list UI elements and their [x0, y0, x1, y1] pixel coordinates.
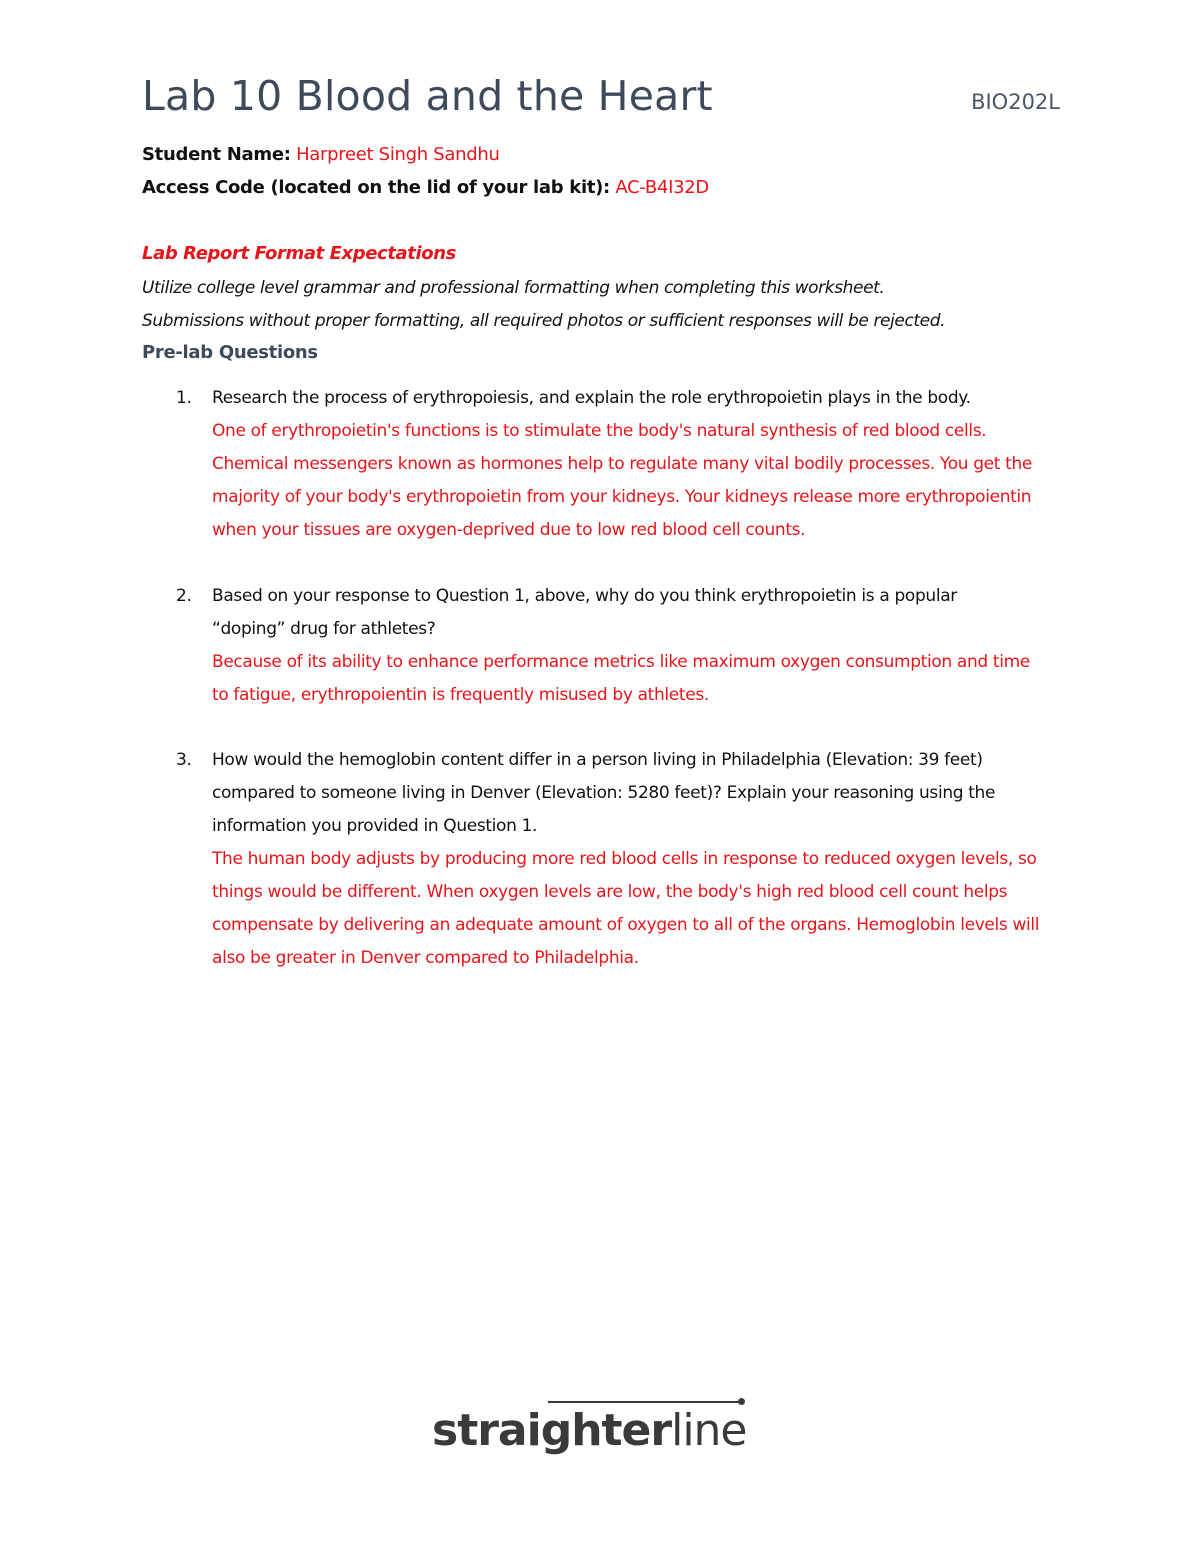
- question-1: [176, 382, 1056, 547]
- access-code-value: AC-B4I32D: [615, 177, 709, 198]
- student-name-line: [142, 143, 500, 167]
- question-2: [176, 580, 1056, 712]
- format-line-2: Submissions without proper formatting, all required photos or sufficient responses will be rejected.: [142, 311, 946, 331]
- student-name-label: Student Name:: [142, 144, 291, 165]
- prelab-heading: Pre-lab Questions: [142, 342, 318, 363]
- logo-light-part: line: [671, 1405, 747, 1456]
- course-code: BIO202L: [971, 90, 1060, 114]
- question-answer: Because of its ability to enhance performance metrics like maximum oxygen consumption and time to fatigue, erythropoientin is frequently misused by athletes.: [212, 652, 1030, 705]
- straighterline-logo: [432, 1395, 762, 1465]
- logo-strong-part: straighter: [432, 1405, 672, 1456]
- format-line-1: Utilize college level grammar and professional formatting when completing this worksheet.: [142, 278, 885, 298]
- question-number: 2.: [176, 586, 192, 606]
- page-title: Lab 10 Blood and the Heart: [142, 72, 713, 120]
- format-heading: Lab Report Format Expectations: [142, 243, 456, 264]
- logo-wordmark: [432, 1403, 747, 1459]
- question-answer: One of erythropoietin's functions is to stimulate the body's natural synthesis of red blood cells. Chemical messengers known as hormones help to regulate many vital bodily processes. You get the majority of your body's erythropoietin from your kidneys. Your kidneys release more erythropoientin when your tissues are oxygen-deprived due to low red blood cell counts.: [212, 421, 1033, 540]
- access-code-line: [142, 176, 709, 200]
- question-3: [176, 744, 1056, 975]
- question-text: Research the process of erythropoiesis, and explain the role erythropoietin plays in the body.: [212, 388, 971, 408]
- question-answer: The human body adjusts by producing more red blood cells in response to reduced oxygen levels, so things would be different. When oxygen levels are low, the body's high red blood cell count helps compensate by delivering an adequate amount of oxygen to all of the organs. Hemoglobin levels will also be greater in Denver compared to Philadelphia.: [212, 849, 1040, 968]
- question-number: 3.: [176, 750, 192, 770]
- student-name-value: Harpreet Singh Sandhu: [296, 144, 500, 165]
- question-text: Based on your response to Question 1, above, why do you think erythropoietin is a popular “doping” drug for athletes?: [212, 586, 957, 639]
- access-code-label: Access Code (located on the lid of your lab kit):: [142, 177, 610, 198]
- question-number: 1.: [176, 388, 192, 408]
- document-header: [142, 70, 1060, 130]
- question-text: How would the hemoglobin content differ in a person living in Philadelphia (Elevation: 39 feet) compared to someone living in Denver (Elevation: 5280 feet)? Explain your reasoning using the information you provided in Question 1.: [212, 750, 996, 836]
